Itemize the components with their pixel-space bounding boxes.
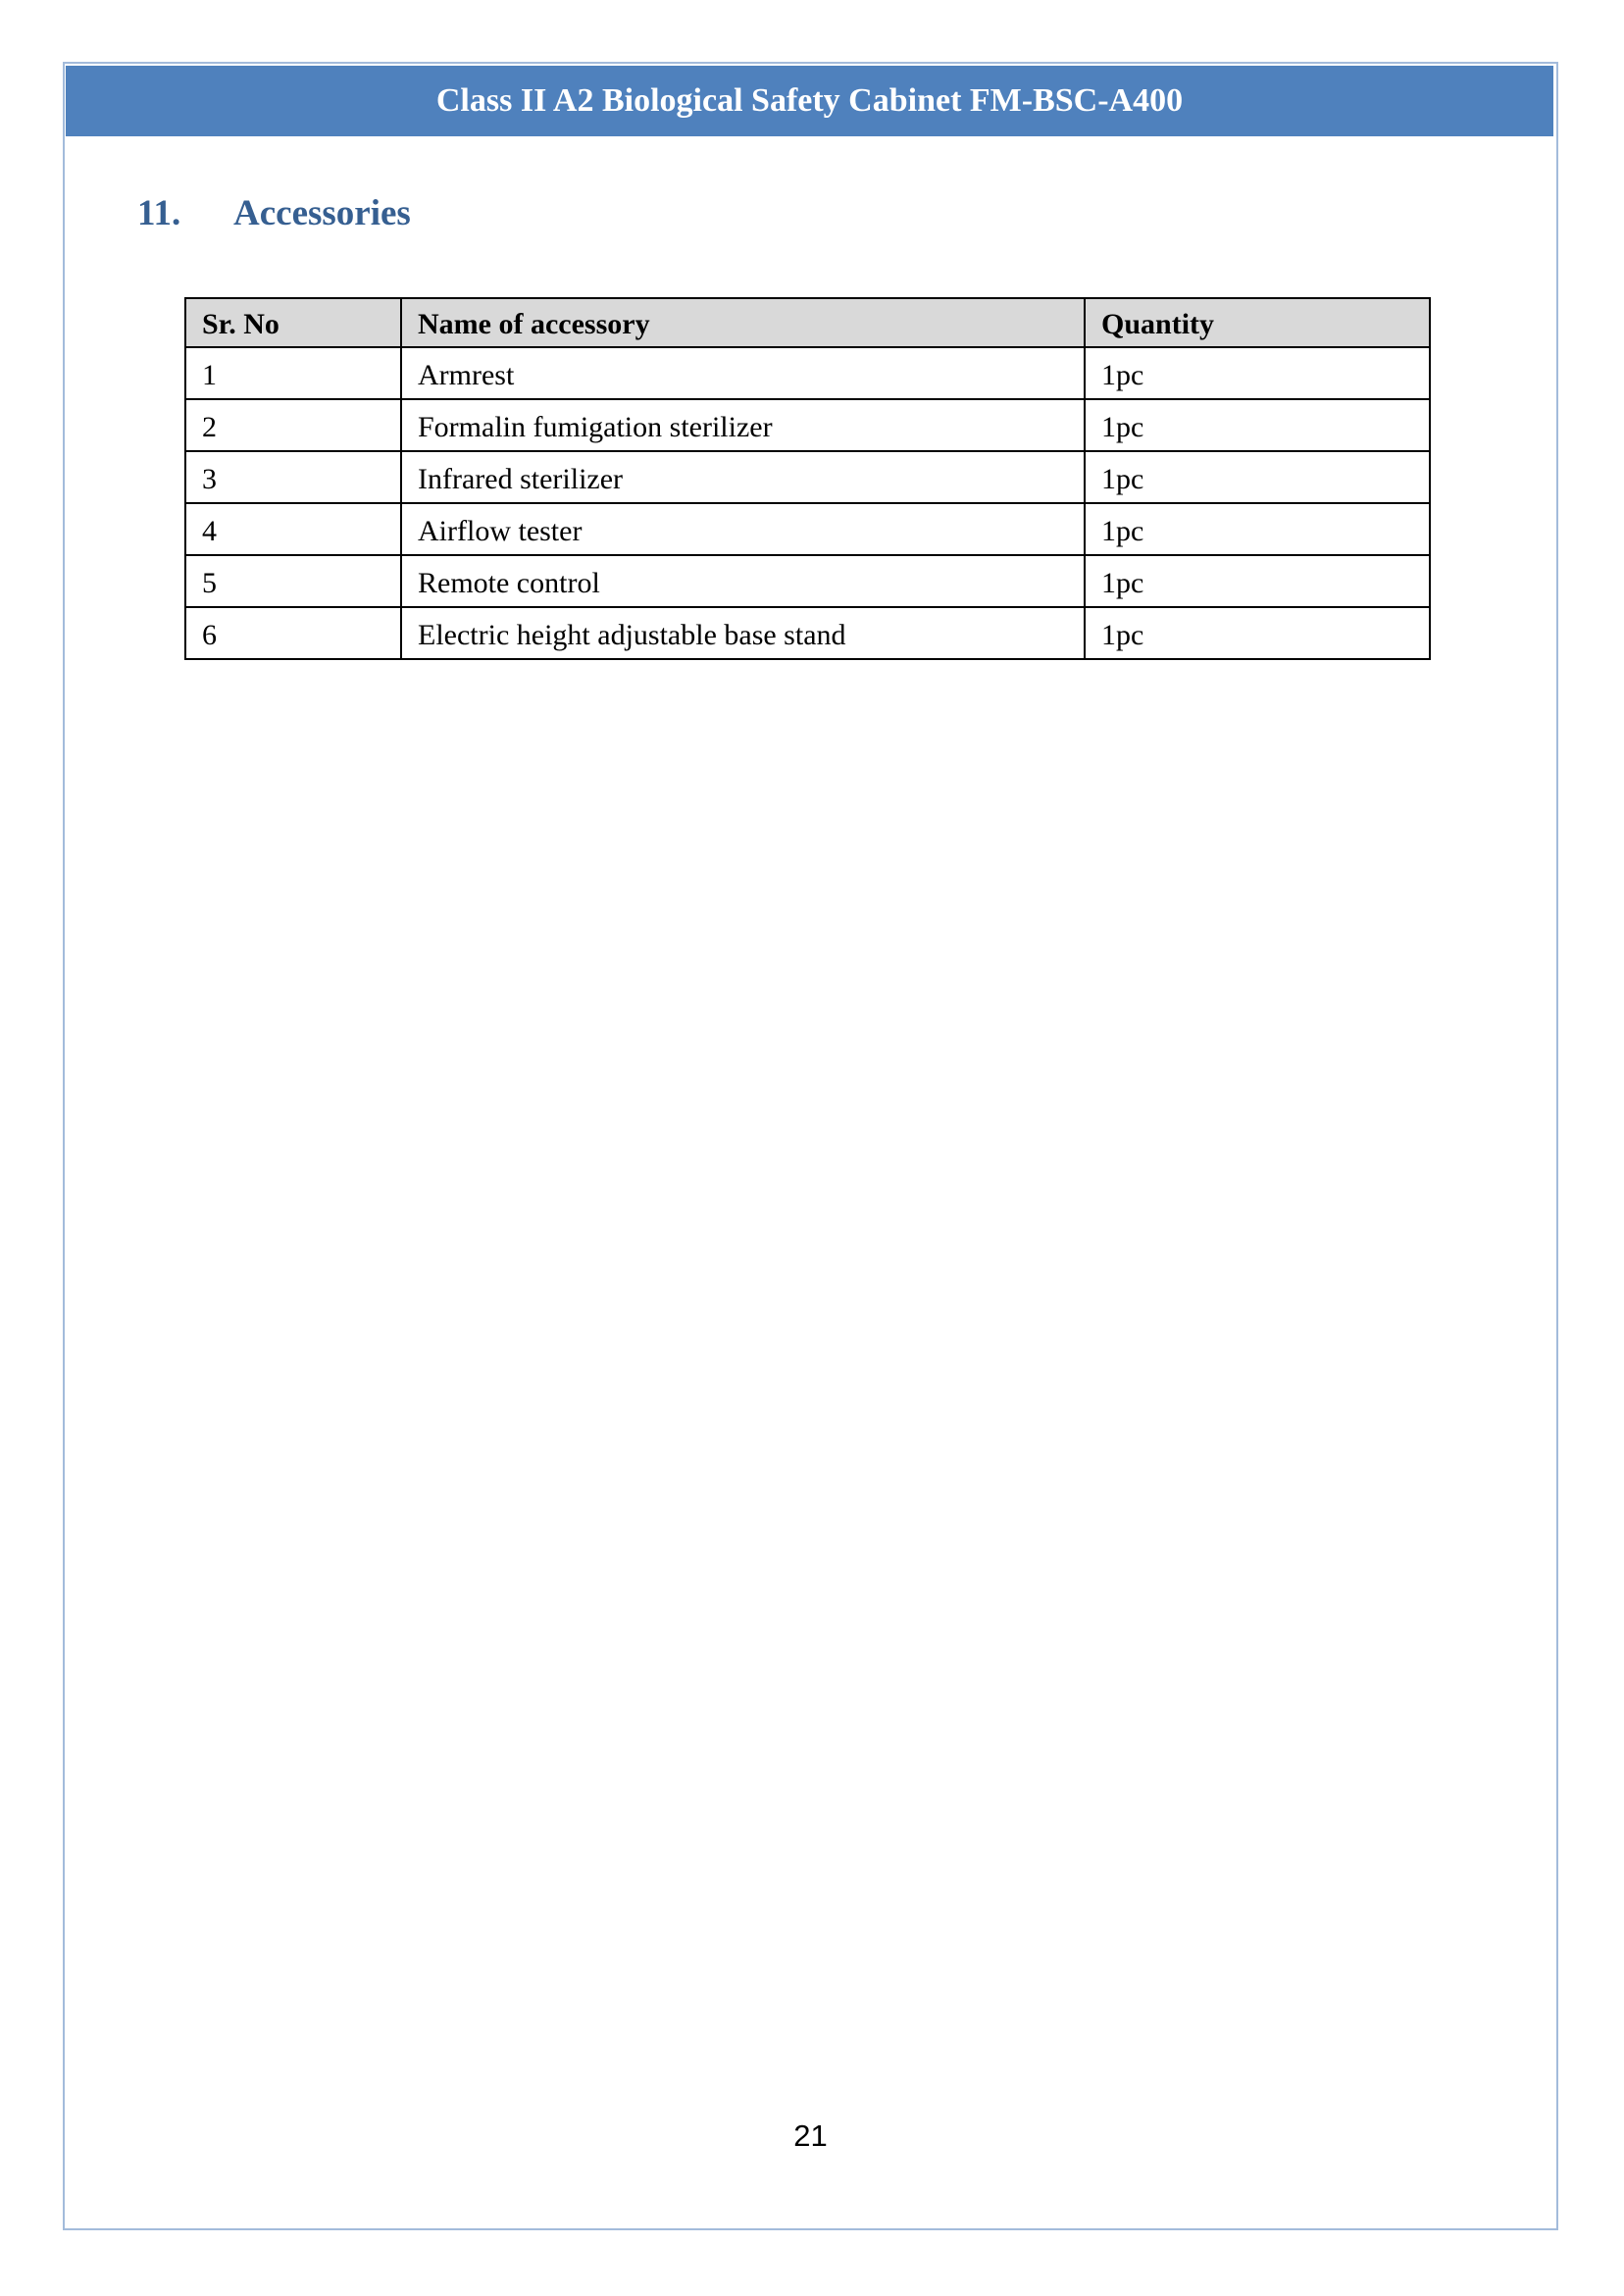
cell-sr-no: 5 — [185, 555, 401, 607]
cell-quantity: 1pc — [1085, 347, 1430, 399]
accessories-table — [184, 297, 1431, 660]
cell-accessory-name: Infrared sterilizer — [401, 451, 1085, 503]
table-row — [185, 607, 1430, 659]
section-heading — [137, 191, 411, 236]
cell-sr-no: 1 — [185, 347, 401, 399]
header-banner — [66, 66, 1553, 136]
cell-quantity: 1pc — [1085, 399, 1430, 451]
cell-sr-no: 2 — [185, 399, 401, 451]
cell-quantity: 1pc — [1085, 451, 1430, 503]
cell-quantity: 1pc — [1085, 555, 1430, 607]
table-row — [185, 555, 1430, 607]
column-header-quantity: Quantity — [1085, 298, 1430, 347]
cell-accessory-name: Airflow tester — [401, 503, 1085, 555]
table-row — [185, 503, 1430, 555]
column-header-name-of-accessory: Name of accessory — [401, 298, 1085, 347]
table-header-row — [185, 298, 1430, 347]
section-title: Accessories — [233, 193, 411, 233]
cell-accessory-name: Armrest — [401, 347, 1085, 399]
table-row — [185, 399, 1430, 451]
table-row — [185, 451, 1430, 503]
page-number: 21 — [793, 2118, 828, 2153]
section-number: 11. — [137, 193, 181, 233]
cell-accessory-name: Formalin fumigation sterilizer — [401, 399, 1085, 451]
cell-accessory-name: Remote control — [401, 555, 1085, 607]
column-header-sr-no: Sr. No — [185, 298, 401, 347]
cell-quantity: 1pc — [1085, 503, 1430, 555]
cell-sr-no: 4 — [185, 503, 401, 555]
document-page — [63, 62, 1558, 2230]
cell-accessory-name: Electric height adjustable base stand — [401, 607, 1085, 659]
cell-sr-no: 3 — [185, 451, 401, 503]
header-banner-title: Class II A2 Biological Safety Cabinet FM-BSC-A400 — [435, 82, 1184, 119]
table-row — [185, 347, 1430, 399]
cell-sr-no: 6 — [185, 607, 401, 659]
cell-quantity: 1pc — [1085, 607, 1430, 659]
